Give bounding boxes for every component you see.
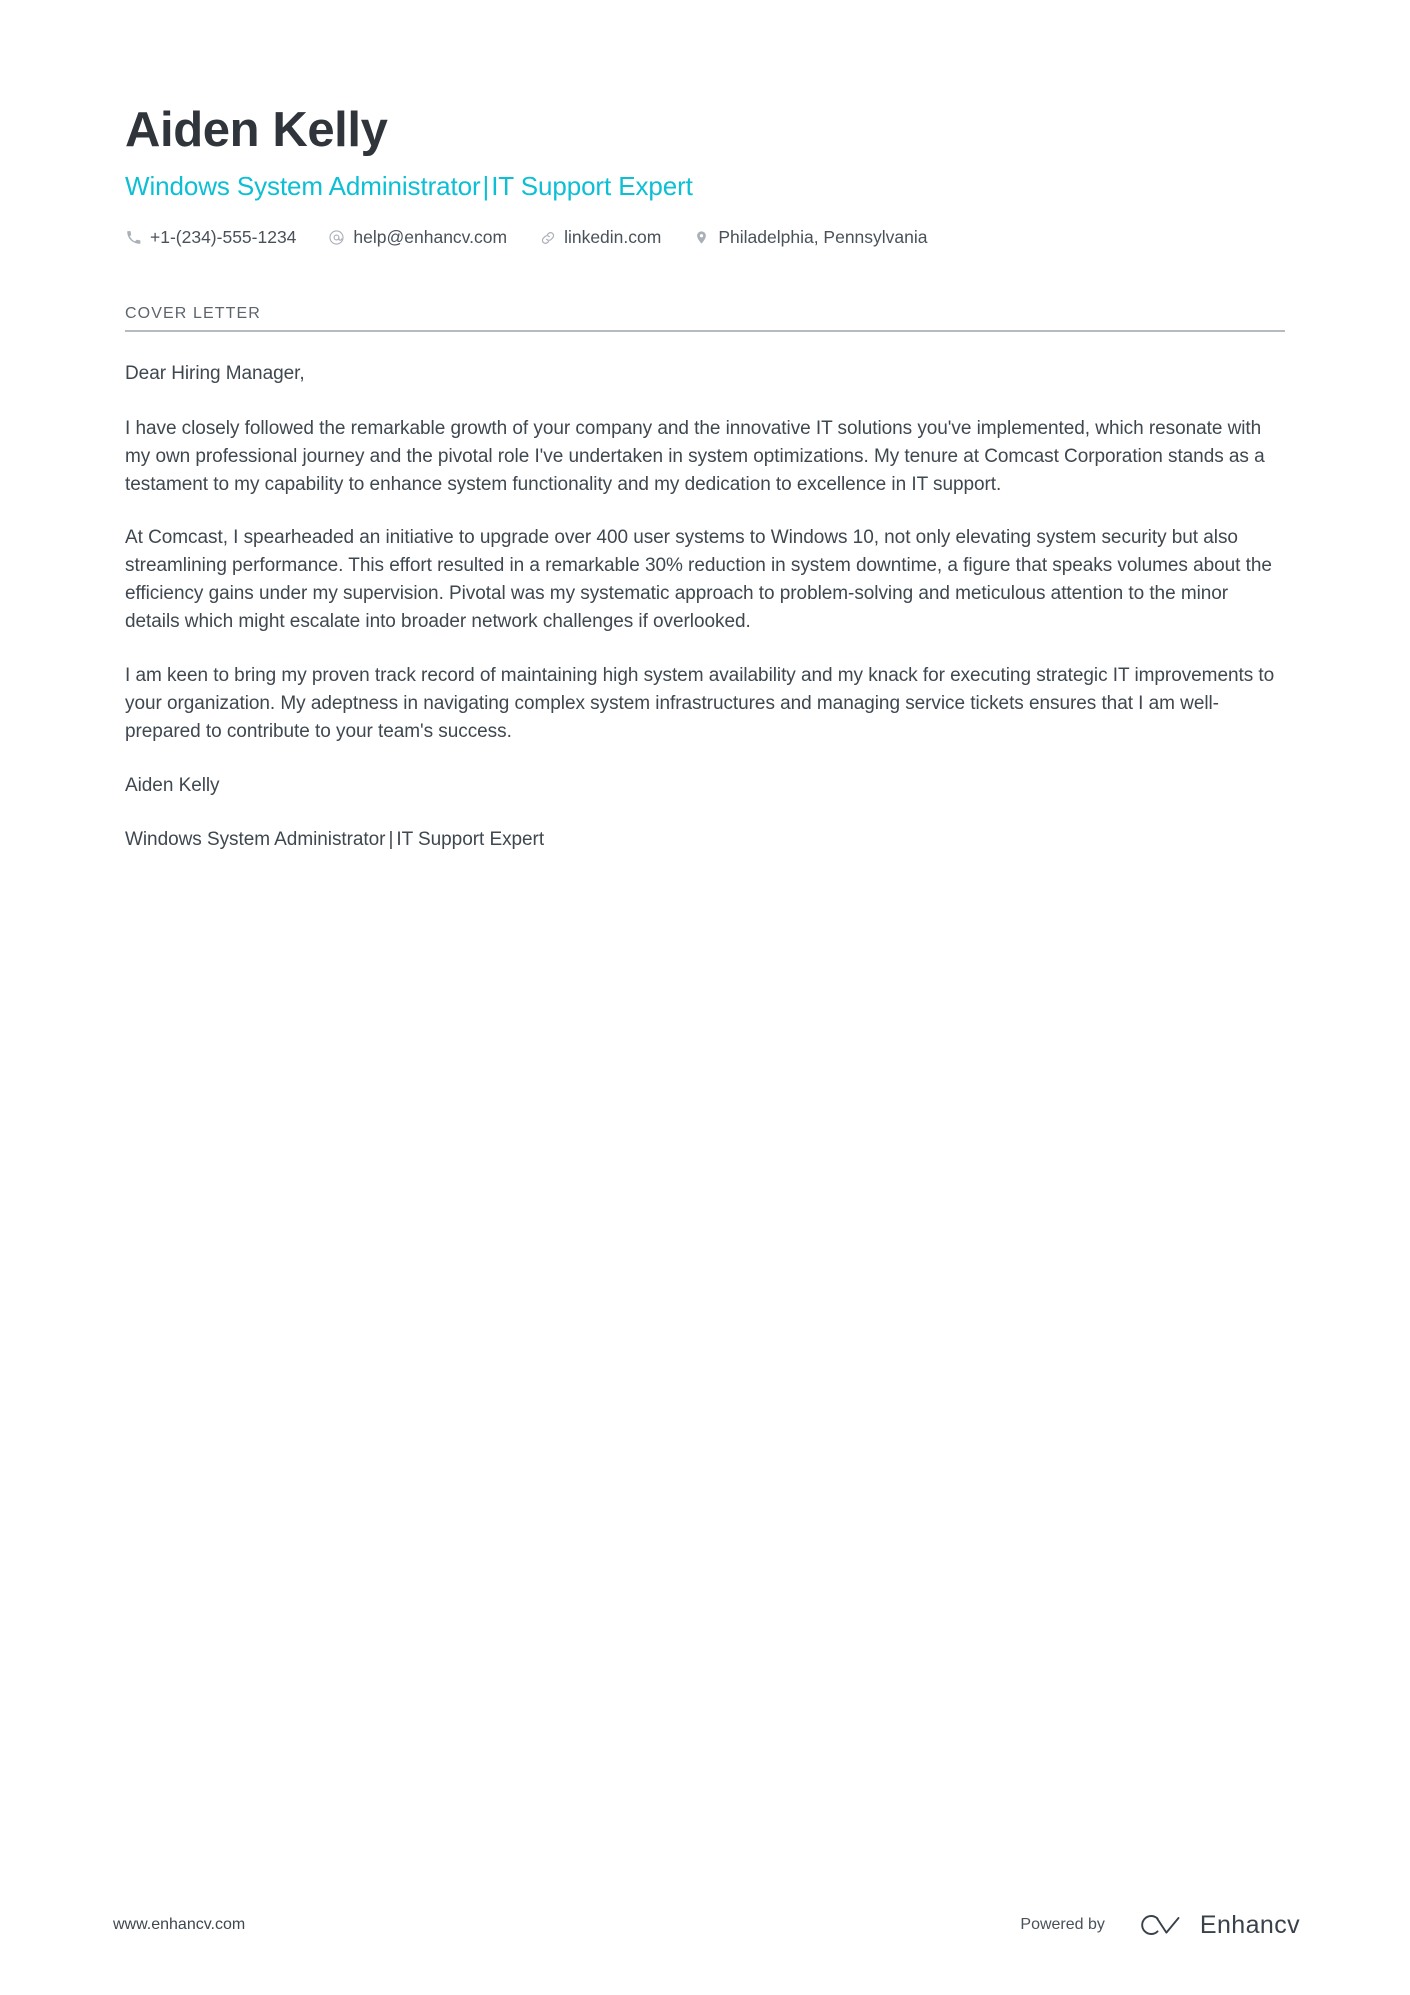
contact-location-value: Philadelphia, Pennsylvania xyxy=(718,227,928,248)
letter-paragraph-1: I have closely followed the remarkable growth of your company and the innovative IT solutions you've implemented, which resonate with my own professional journey and the pivotal role I've undertaken in system optimizations. My tenure at Comcast Corporation stands as a testament to my capability to enhance system functionality and my dedication to excellence in IT support. xyxy=(125,417,1265,495)
contact-email-value: help@enhancv.com xyxy=(353,227,508,248)
section-divider xyxy=(125,330,1285,332)
candidate-job-title xyxy=(125,170,1285,204)
phone-icon xyxy=(125,229,142,246)
contact-link[interactable] xyxy=(539,229,661,247)
cover-letter-section xyxy=(125,305,1285,854)
contact-location[interactable] xyxy=(693,229,927,247)
location-pin-icon xyxy=(693,229,710,246)
footer-website-link[interactable]: www.enhancv.com xyxy=(113,1916,246,1933)
contact-phone[interactable] xyxy=(125,229,296,247)
enhancv-logo-icon xyxy=(1134,1910,1186,1940)
section-title: COVER LETTER xyxy=(125,304,261,322)
contact-phone-value: +1-(234)-555-1234 xyxy=(150,227,297,248)
email-icon xyxy=(328,229,345,246)
signature-title-secondary: IT Support Expert xyxy=(396,828,545,850)
contact-link-value: linkedin.com xyxy=(564,227,662,248)
contact-email[interactable] xyxy=(328,229,507,247)
signature-title-separator: | xyxy=(388,828,394,850)
job-title-separator: | xyxy=(482,171,490,202)
page-footer xyxy=(0,1855,1410,1995)
document-header xyxy=(125,0,1285,247)
letter-salutation: Dear Hiring Manager, xyxy=(125,362,305,384)
letter-paragraph-2: At Comcast, I spearheaded an initiative to upgrade over 400 user systems to Windows 10, not only elevating system security but also streamlining performance. This effort resulted in a remarkable 30% reduction in system downtime, a figure that speaks volumes about the efficiency gains under my supervision. Pivotal was my systematic approach to problem-solving and meticulous attention to the minor details which might escalate into broader network challenges if overlooked. xyxy=(125,527,1272,633)
signature-title-primary: Windows System Administrator xyxy=(125,828,386,850)
link-icon xyxy=(539,229,556,246)
contact-row xyxy=(125,229,1285,247)
document-content xyxy=(125,0,1285,854)
letter-paragraph-3: I am keen to bring my proven track record of maintaining high system availability and my knack for executing strategic IT improvements to your organization. My adeptness in navigating complex system infrastructures and managing service tickets ensures that I am well-prepared to contribute to your team's success. xyxy=(125,665,1275,742)
candidate-name: Aiden Kelly xyxy=(125,103,388,157)
footer-brand xyxy=(1020,1910,1300,1940)
letter-signature-name: Aiden Kelly xyxy=(125,774,220,796)
letter-signature-title xyxy=(125,826,1285,854)
job-title-secondary: IT Support Expert xyxy=(491,171,693,202)
job-title-primary: Windows System Administrator xyxy=(125,171,481,202)
enhancv-brand-name: Enhancv xyxy=(1199,1910,1300,1939)
powered-by-label: Powered by xyxy=(1020,1916,1105,1933)
letter-body xyxy=(125,360,1285,854)
